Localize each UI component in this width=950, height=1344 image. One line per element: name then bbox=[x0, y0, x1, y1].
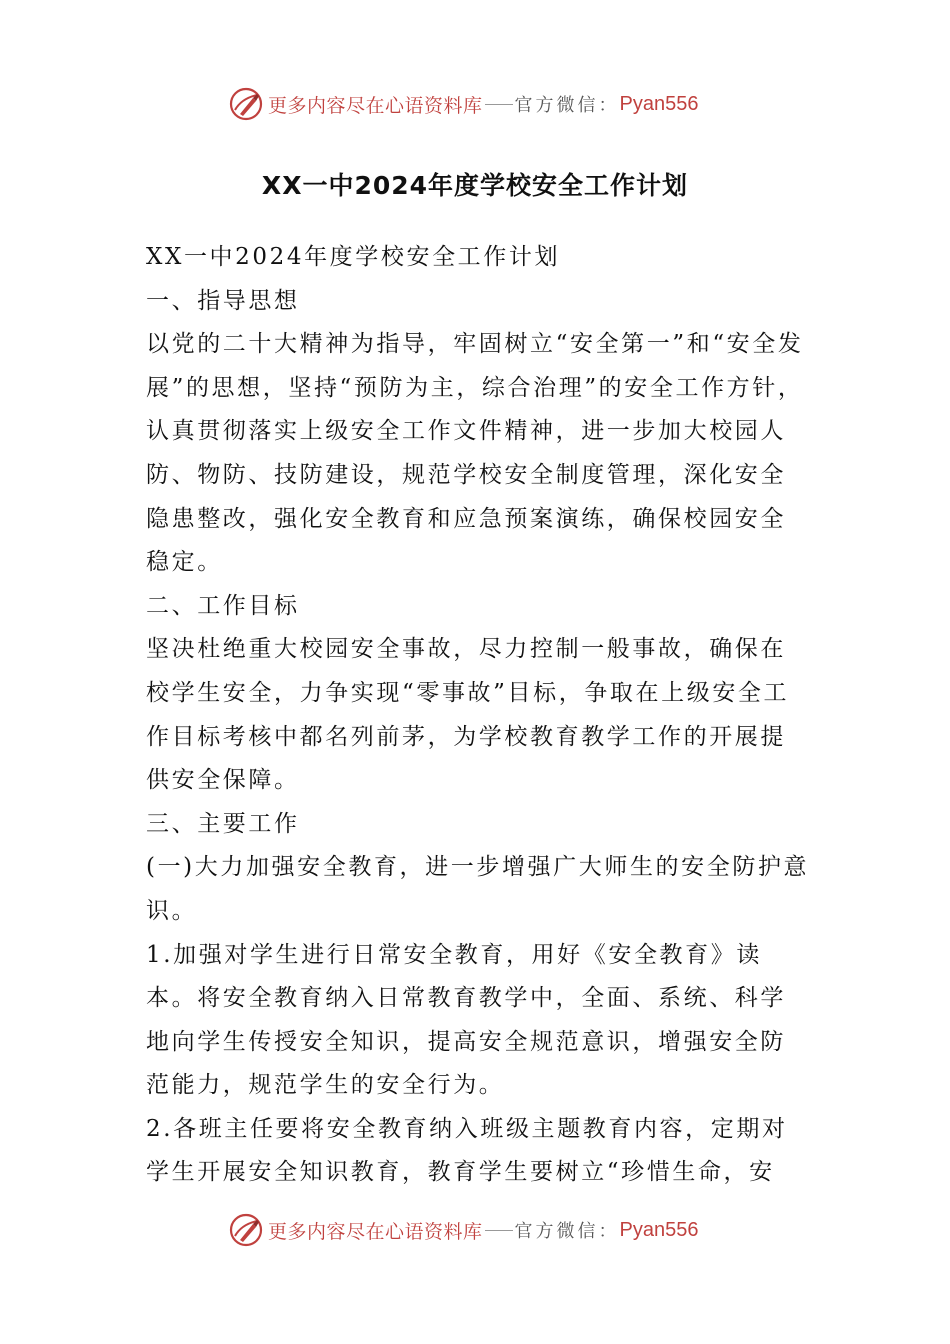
section-heading-work-goals: 二、工作目标 bbox=[146, 592, 300, 619]
section-heading-main-work: 三、主要工作 bbox=[146, 810, 300, 837]
section-heading-guiding-thought: 一、指导思想 bbox=[146, 287, 300, 314]
watermark-wechat-label: 官方微信： bbox=[514, 1221, 620, 1242]
paragraph-guiding-thought: 以党的二十大精神为指导，牢固树立“安全第一”和“安全发展”的思想，坚持“预防为主，综合治理”的安全工作方针，认真贯彻落实上级安全工作文件精神，进一步加大校园人防、物防、技防建设，规范学校安全制度管理，深化安全隐患整改，强化安全教育和应急预案演练，确保校园安全稳定。 bbox=[146, 331, 804, 576]
document-title: XX一中2024年度学校安全工作计划 bbox=[261, 171, 689, 200]
pen-circle-logo-icon bbox=[228, 1212, 264, 1248]
watermark-dash bbox=[485, 104, 513, 105]
watermark-banner-bottom bbox=[228, 1210, 698, 1250]
watermark-wechat-id: Pyan556 bbox=[619, 1218, 699, 1241]
paragraph-work-goals: 坚决杜绝重大校园安全事故，尽力控制一般事故，确保在校学生安全，力争实现“零事故”目标，争取在上级安全工作目标考核中都名列前茅，为学校教育教学工作的开展提供安全保障。 bbox=[146, 636, 790, 794]
watermark-wechat-label: 官方微信： bbox=[514, 95, 620, 116]
watermark-text: 更多内容尽在心语资料库 bbox=[268, 94, 483, 117]
watermark-wechat-id: Pyan556 bbox=[619, 92, 699, 115]
watermark-dash bbox=[485, 1230, 513, 1231]
document-body bbox=[146, 236, 810, 1195]
paragraph-item-2: 2.各班主任要将安全教育纳入班级主题教育内容，定期对学生开展安全知识教育，教育学生要树立“珍惜生命，安 bbox=[146, 1115, 788, 1186]
body-heading-repeat: XX一中2024年度学校安全工作计划 bbox=[146, 244, 561, 270]
pen-circle-logo-icon bbox=[228, 86, 264, 122]
watermark-banner-top bbox=[228, 84, 698, 124]
subsection-safety-education: (一)大力加强安全教育，进一步增强广大师生的安全防护意识。 bbox=[146, 854, 810, 924]
paragraph-item-1: 1.加强对学生进行日常安全教育，用好《安全教育》读本。将安全教育纳入日常教育教学中，全面、系统、科学地向学生传授安全知识，提高安全规范意识，增强安全防范能力，规范学生的安全行为。 bbox=[146, 941, 786, 1099]
watermark-text: 更多内容尽在心语资料库 bbox=[268, 1220, 483, 1243]
